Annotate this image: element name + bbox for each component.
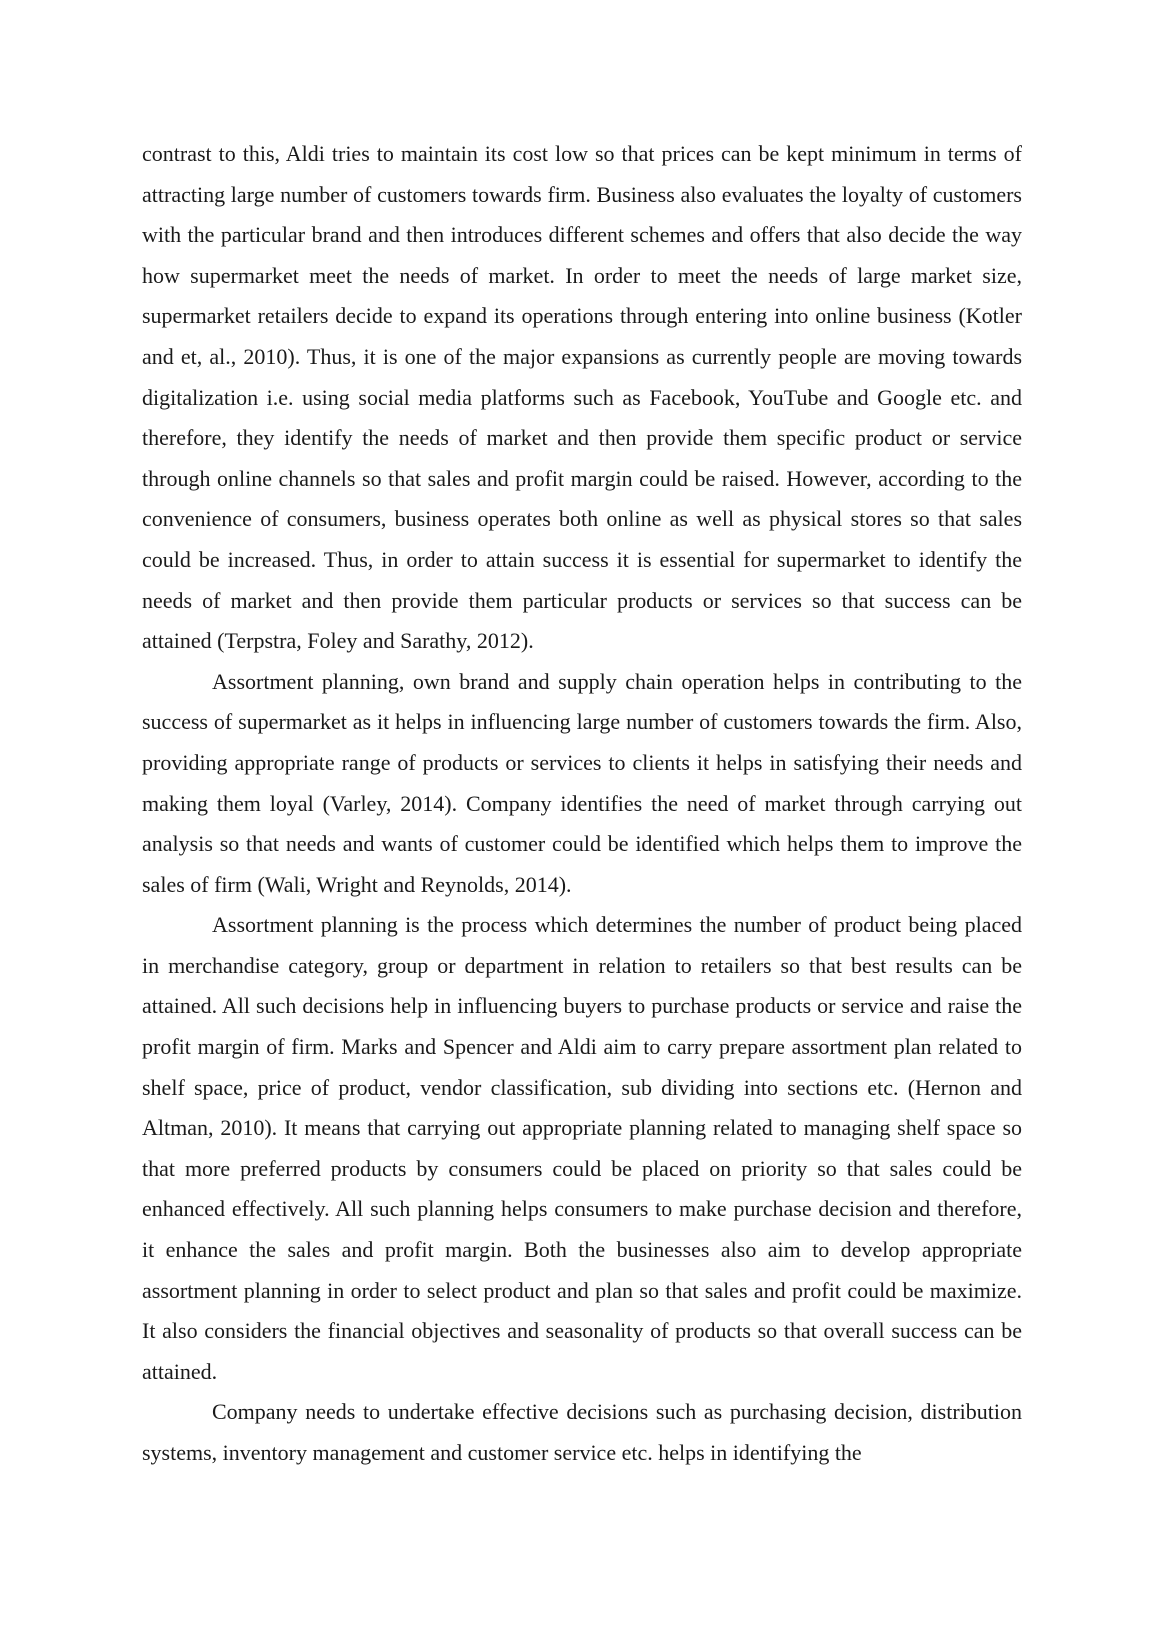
paragraph-assortment-planning: Assortment planning is the process which determines the number of product being placed in merchandise category, group or department in relation to retailers so that best results can be attained. All such decisions help in influencing buyers to purchase products or service and raise the profit margin of firm. Marks and Spencer and Aldi aim to carry prepare assortment plan related to shelf space, price of product, vendor classification, sub dividing into sections etc. (Hernon and Altman, 2010). It means that carrying out appropriate planning related to managing shelf space so that more preferred products by consumers could be placed on priority so that sales could be enhanced effectively. All such planning helps consumers to make purchase decision and therefore, it enhance the sales and profit margin. Both the businesses also aim to develop appropriate assortment planning in order to select product and plan so that sales and profit could be maximize. It also considers the financial objectives and seasonality of products so that overall success can be attained. [142,912,1022,1384]
document-page [142,134,1022,1474]
paragraph-company-decisions: Company needs to undertake effective decisions such as purchasing decision, distribution systems, inventory management and customer service etc. helps in identifying the [142,1399,1022,1465]
paragraph-assortment-supply-chain: Assortment planning, own brand and supply chain operation helps in contributing to the success of supermarket as it helps in influencing large number of customers towards the firm. Also, providing appropriate range of products or services to clients it helps in satisfying their needs and making them loyal (Varley, 2014). Company identifies the need of market through carrying out analysis so that needs and wants of customer could be identified which helps them to improve the sales of firm (Wali, Wright and Reynolds, 2014). [142,668,1022,897]
paragraph-continuation: contrast to this, Aldi tries to maintain its cost low so that prices can be kept minimum in terms of attracting large number of customers towards firm. Business also evaluates the loyalty of customers with the particular brand and then introduces different schemes and offers that also decide the way how supermarket meet the needs of market. In order to meet the needs of large market size, supermarket retailers decide to expand its operations through entering into online business (Kotler and et, al., 2010). Thus, it is one of the major expansions as currently people are moving towards digitalization i.e. using social media platforms such as Facebook, YouTube and Google etc. and therefore, they identify the needs of market and then provide them specific product or service through online channels so that sales and profit margin could be raised. However, according to the convenience of consumers, business operates both online as well as physical stores so that sales could be increased. Thus, in order to attain success it is essential for supermarket to identify the needs of market and then provide them particular products or services so that success can be attained (Terpstra, Foley and Sarathy, 2012). [142,141,1022,654]
